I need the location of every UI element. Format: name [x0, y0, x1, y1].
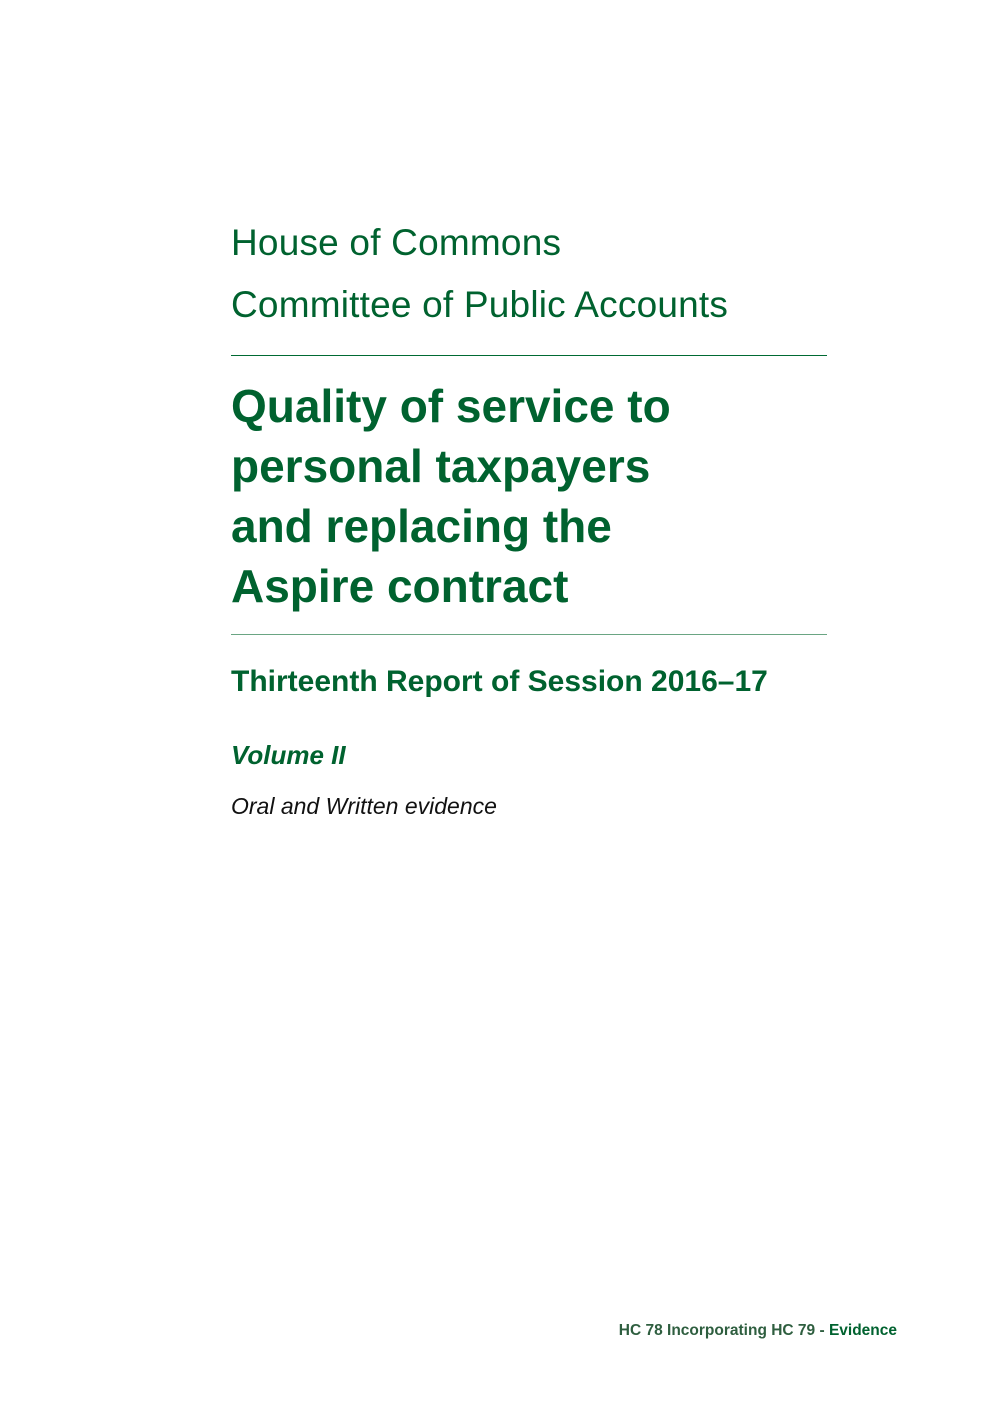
title-line: personal taxpayers	[231, 440, 651, 492]
divider-top	[231, 355, 827, 356]
hc-reference: HC 78 Incorporating HC 79	[618, 1322, 816, 1339]
footer-reference	[619, 1323, 897, 1339]
footer-kind: Evidence	[828, 1322, 897, 1339]
organisation-committee: Committee of Public Accounts	[231, 284, 729, 325]
divider-bottom	[231, 634, 827, 635]
organisation-house: House of Commons	[231, 222, 562, 263]
title-line: Quality of service to	[231, 380, 671, 432]
report-title	[231, 376, 831, 616]
title-line: and replacing the	[231, 500, 612, 552]
session-subtitle: Thirteenth Report of Session 2016–17	[231, 665, 768, 698]
title-line: Aspire contract	[231, 560, 569, 612]
contents-description: Oral and Written evidence	[231, 793, 497, 819]
footer-separator: -	[815, 1322, 829, 1339]
volume-label: Volume II	[231, 740, 346, 770]
